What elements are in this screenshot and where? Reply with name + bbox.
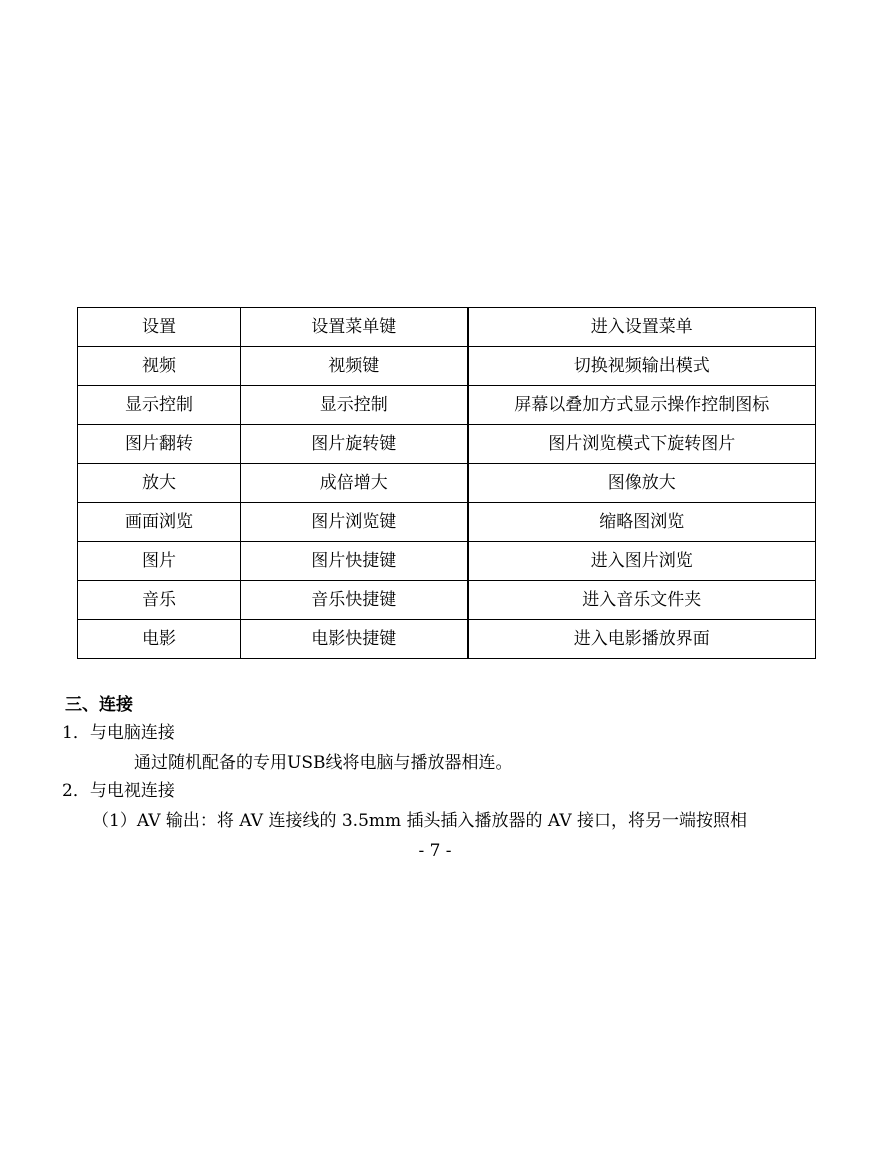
table-cell: 设置	[78, 308, 241, 347]
paragraph-av-output: （1）AV 输出：将 AV 连接线的 3.5mm 插头插入播放器的 AV 接口，将另一端按照相	[92, 811, 748, 831]
table-cell: 图像放大	[468, 464, 816, 503]
table-row	[78, 386, 816, 425]
table-cell: 进入电影播放界面	[468, 620, 816, 659]
table-cell: 放大	[78, 464, 241, 503]
table-cell: 音乐快捷键	[241, 581, 468, 620]
table-cell: 图片旋转键	[241, 425, 468, 464]
table-cell: 显示控制	[78, 386, 241, 425]
subsection-title-tv: 2．与电视连接	[62, 781, 175, 801]
function-key-table	[77, 307, 816, 659]
table-cell: 视频	[78, 347, 241, 386]
table-cell: 画面浏览	[78, 503, 241, 542]
table-cell: 切换视频输出模式	[468, 347, 816, 386]
table-row	[78, 620, 816, 659]
table-cell: 图片翻转	[78, 425, 241, 464]
table-row	[78, 503, 816, 542]
table-cell: 进入音乐文件夹	[468, 581, 816, 620]
table-cell: 成倍增大	[241, 464, 468, 503]
table-cell: 显示控制	[241, 386, 468, 425]
table-cell: 图片	[78, 542, 241, 581]
table-cell: 图片浏览模式下旋转图片	[468, 425, 816, 464]
table-cell: 电影	[78, 620, 241, 659]
table-cell: 屏幕以叠加方式显示操作控制图标	[468, 386, 816, 425]
table-row	[78, 425, 816, 464]
table-row	[78, 464, 816, 503]
table-body	[78, 308, 816, 659]
table-cell: 进入设置菜单	[468, 308, 816, 347]
page-number: - 7 -	[418, 841, 452, 861]
table-cell: 电影快捷键	[241, 620, 468, 659]
section-heading: 三、连接	[65, 695, 133, 715]
table-cell: 视频键	[241, 347, 468, 386]
table-cell: 图片浏览键	[241, 503, 468, 542]
table-cell: 设置菜单键	[241, 308, 468, 347]
table-row	[78, 308, 816, 347]
table-row	[78, 581, 816, 620]
table-row	[78, 542, 816, 581]
table-cell: 缩略图浏览	[468, 503, 816, 542]
table-cell: 图片快捷键	[241, 542, 468, 581]
paragraph-pc-connection: 通过随机配备的专用USB线将电脑与播放器相连。	[134, 753, 513, 773]
table-cell: 进入图片浏览	[468, 542, 816, 581]
table-row	[78, 347, 816, 386]
subsection-title-pc: 1．与电脑连接	[62, 723, 175, 743]
table-cell: 音乐	[78, 581, 241, 620]
